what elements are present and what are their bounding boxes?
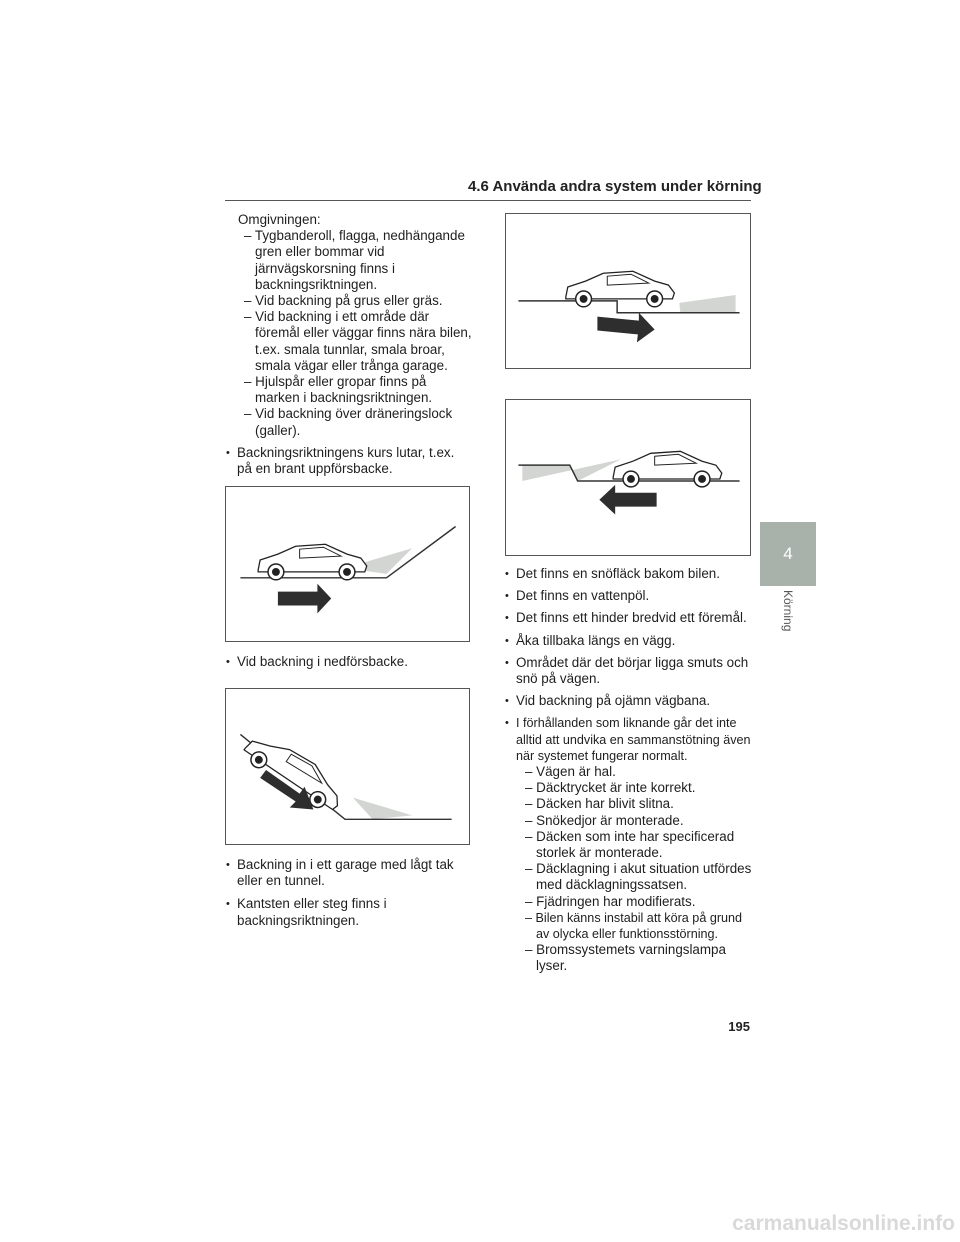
sub-item: – Tygbanderoll, flagga, nedhängande gren eller bommar vid järnvägskorsning finns i backningsriktningen. — [244, 228, 465, 292]
bullet-curb: • Kantsten eller steg finns i backningsriktningen. — [226, 896, 472, 928]
step-down-illustration — [506, 214, 750, 368]
text-downhill — [226, 654, 472, 670]
sub-item: – Bilen känns instabil att köra på grund av olycka eller funktionsstörning. — [525, 910, 743, 942]
bullet-conditions: • I förhållanden som liknande går det inte alltid att undvika en sammanstötning även när systemet fungerar normalt. — [505, 715, 753, 764]
sub-item: – Vid backning över dräneringslock (galler). — [244, 406, 453, 438]
bullet-slope: • Backningsriktningens kurs lutar, t.ex. på en brant uppförsbacke. — [226, 445, 472, 477]
sub-item: – Hjulspår eller gropar finns på marken i backningsriktningen. — [244, 374, 433, 406]
sub-item: – Bromssystemets varningslampa lyser. — [525, 942, 726, 974]
bullet-puddle: • Det finns en vattenpöl. — [505, 588, 753, 604]
uphill-illustration — [226, 487, 469, 641]
arrow-left-icon — [599, 485, 656, 515]
sub-item: – Däcktrycket är inte korrekt. — [525, 780, 696, 796]
bullet-dirt: • Området där det börjar ligga smuts och snö på vägen. — [505, 655, 753, 687]
arrow-right-icon — [278, 584, 331, 614]
arrow-right-icon — [597, 313, 654, 343]
bullet-downhill: • Vid backning i nedförsbacke. — [226, 654, 472, 670]
downhill-illustration — [226, 689, 469, 844]
bullet-wall: • Åka tillbaka längs en vägg. — [505, 633, 753, 649]
bullet-uneven: • Vid backning på ojämn vägbana. — [505, 693, 753, 709]
figure-step-down — [505, 213, 751, 369]
sub-item: – Däcklagning i akut situation utfördes med däcklagningssatsen. — [525, 861, 752, 893]
bullet-garage: • Backning in i ett garage med lågt tak eller en tunnel. — [226, 857, 472, 889]
page-number: 195 — [728, 1019, 750, 1034]
sub-item: – Snökedjor är monterade. — [525, 812, 684, 828]
sub-item: – Däcken som inte har specificerad storlek är monterade. — [525, 828, 735, 861]
sub-item: – Däcken har blivit slitna. — [525, 796, 674, 812]
left-column-bottom — [226, 857, 472, 929]
left-column-top — [226, 212, 472, 477]
bullet-snow: • Det finns en snöfläck bakom bilen. — [505, 566, 753, 582]
bullet-obstacle: • Det finns ett hinder bredvid ett föremål. — [505, 610, 753, 626]
sub-item: – Vägen är hal. — [525, 764, 616, 780]
section-title: 4.6 Använda andra system under körning — [468, 178, 762, 195]
figure-step-up — [505, 399, 751, 556]
sub-item: – Fjädringen har modifierats. — [525, 893, 696, 909]
figure-uphill — [225, 486, 470, 642]
watermark: carmanualsonline.info — [732, 1212, 955, 1235]
header-divider — [225, 200, 751, 201]
surroundings-intro: Omgivningen: — [238, 212, 321, 227]
right-column — [505, 566, 753, 975]
chapter-tab[interactable]: 4 — [760, 522, 816, 586]
car-icon — [566, 271, 675, 307]
chapter-label: Körning — [781, 590, 795, 632]
step-up-illustration — [506, 400, 750, 555]
car-icon — [258, 544, 367, 580]
sub-item: – Vid backning i ett område där föremål eller väggar finns nära bilen, t.ex. smala tunnlar, smala broar, smala vägar eller trånga garage. — [244, 309, 472, 373]
figure-downhill — [225, 688, 470, 845]
sub-item: – Vid backning på grus eller gräs. — [244, 293, 443, 309]
